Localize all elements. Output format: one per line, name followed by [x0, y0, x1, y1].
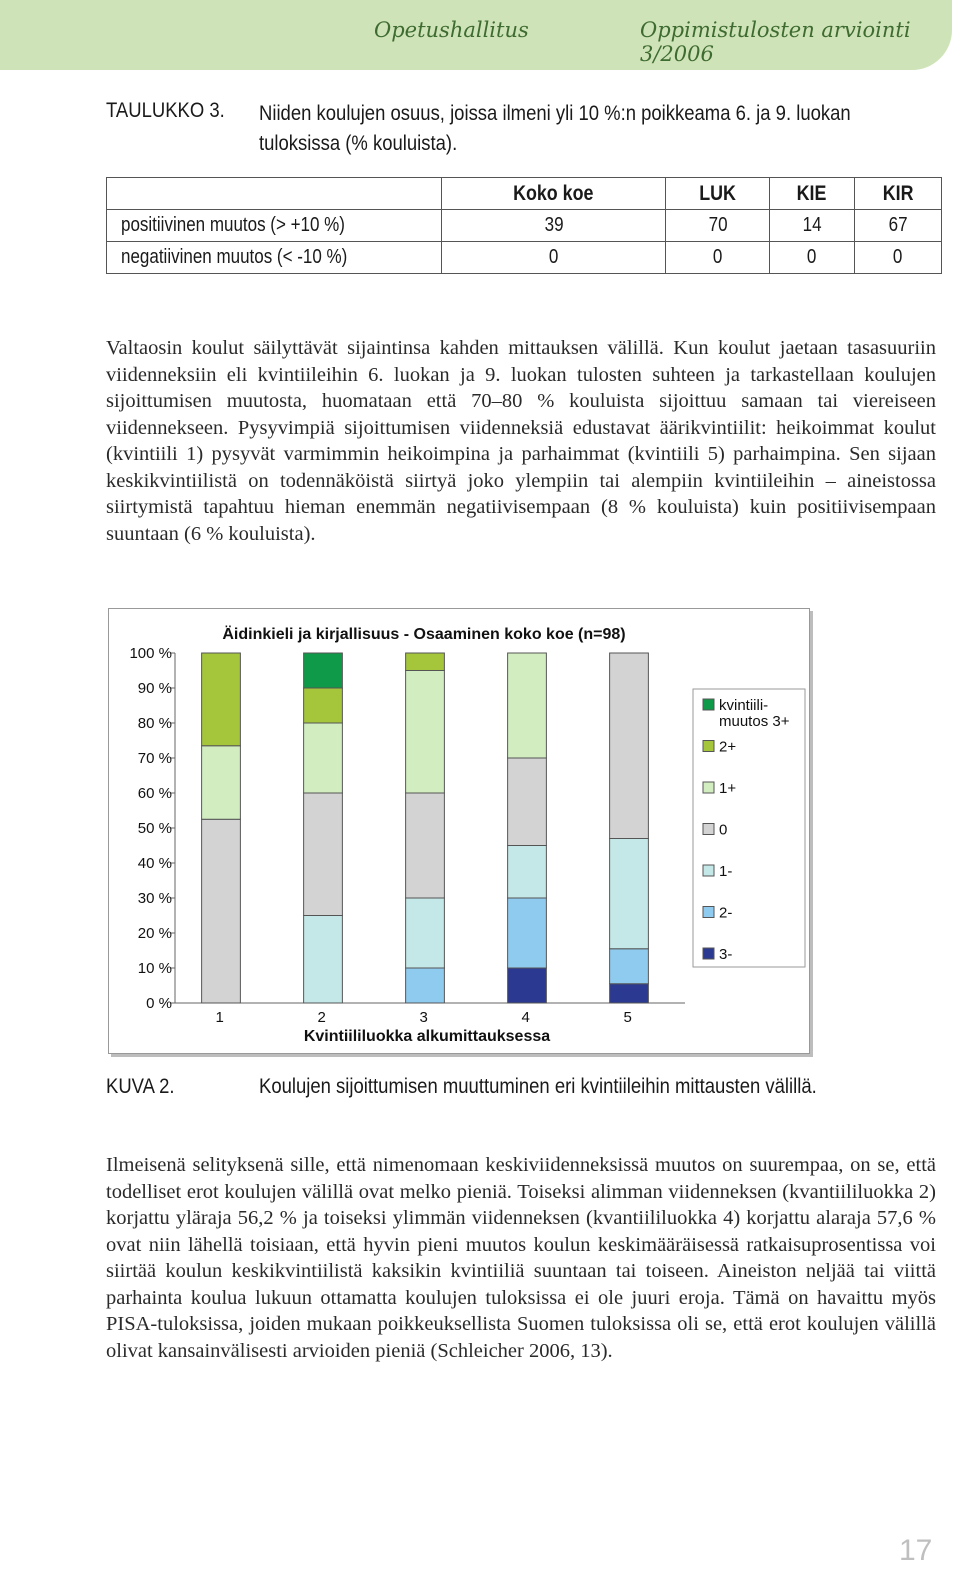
x-tick-label: 2	[317, 1009, 326, 1026]
bar-segment	[406, 793, 445, 898]
bar-segment	[610, 984, 649, 1003]
y-tick-label: 30 %	[137, 890, 172, 907]
bar-segment	[304, 916, 343, 1004]
table-cell: 70	[666, 210, 770, 242]
table-cell: 14	[770, 210, 855, 242]
y-tick-label: 40 %	[137, 855, 172, 872]
x-axis-label: Kvintiililuokka alkumittauksessa	[303, 1028, 551, 1045]
legend-label: 0	[719, 821, 728, 839]
legend-swatch	[703, 865, 714, 876]
table-column-header: Koko koe	[442, 178, 666, 210]
y-tick-label: 50 %	[137, 820, 172, 837]
page-number: 17	[899, 1534, 933, 1567]
bar-segment	[304, 723, 343, 793]
y-tick-label: 10 %	[137, 960, 172, 977]
x-tick-label: 5	[623, 1009, 632, 1026]
table-column-header: KIE	[770, 178, 855, 210]
x-tick-label: 4	[521, 1009, 530, 1026]
publication-series: Oppimistulosten arviointi 3/2006	[640, 18, 911, 66]
bar-segment	[508, 846, 547, 899]
table-header-row	[107, 178, 942, 210]
table-row-label: positiivinen muutos (> +10 %)	[107, 210, 442, 242]
bar-segment	[202, 746, 241, 820]
bar-segment	[610, 839, 649, 949]
y-tick-label: 90 %	[137, 680, 172, 697]
chart-title: Äidinkieli ja kirjallisuus - Osaaminen koko koe (n=98)	[222, 626, 626, 643]
bar-segment	[202, 653, 241, 746]
y-tick-label: 0 %	[146, 995, 172, 1012]
table-column-header: LUK	[666, 178, 770, 210]
y-tick-label: 100 %	[129, 645, 172, 662]
bar-segment	[406, 968, 445, 1003]
y-tick-label: 80 %	[137, 715, 172, 732]
legend-swatch	[703, 948, 714, 959]
bar-segment	[406, 671, 445, 794]
page-header	[0, 0, 952, 70]
table-cell: 0	[770, 242, 855, 274]
legend-title: kvintiili-	[719, 697, 769, 714]
legend-swatch	[703, 782, 714, 793]
table-cell: 0	[854, 242, 941, 274]
legend-label: 3-	[719, 946, 733, 963]
table-row	[107, 210, 942, 242]
results-table	[106, 177, 942, 274]
chart-figure	[108, 608, 810, 1054]
table-cell: 39	[442, 210, 666, 242]
bar-segment	[508, 898, 547, 968]
bar-segment	[304, 688, 343, 723]
stacked-bar-chart	[109, 609, 809, 1053]
table-caption: Niiden koulujen osuus, joissa ilmeni yli 10 %:n poikkeama 6. ja 9. luokan tuloksissa (% kouluista).	[259, 102, 851, 155]
bar-segment	[304, 793, 343, 916]
legend-label: 1+	[719, 780, 737, 797]
bar-segment	[202, 819, 241, 1003]
legend-title: muutos 3+	[719, 713, 790, 730]
legend-swatch	[703, 699, 714, 710]
bar-segment	[508, 653, 547, 758]
body-paragraph: Ilmeisenä selityksenä sille, että nimenomaan keskiviidenneksissä muutos on suurempaa, on se, että todelliset erot koulujen välillä ovat melko pieniä. Toiseksi alimman viidenneksen (kvantiililuokka 2) korjattu yläraja 56,2 % ja toiseksi ylimmän viidenneksen (kvantiililuokka 4) korjattu alaraja 57,6 % ovat niin lähellä toisiaan, että hyvin pieni muutos koulun keskimääräisessä ratkaisuprosentissa voi siirtää koulun keskikvintiilistä kaksikin kvintiiliä suuntaan tai toiseen. Aineiston neljää tai viittä parhainta koulua lukuun ottamatta koulujen tuloksissa ei ole juuri eroja. Tämä on havaittu myös PISA-tuloksissa, joiden mukaan poikkeuksellista Suomen tuloksissa oli se, että erot koulujen välillä olivat kansainvälisesti arvioiden pieniä (Schleicher 2006, 13).	[106, 1154, 936, 1362]
table-label: TAULUKKO 3.	[106, 99, 225, 122]
bar-segment	[406, 898, 445, 968]
bar-segment	[610, 653, 649, 839]
legend-label: 2+	[719, 738, 737, 756]
body-paragraph: Valtaosin koulut säilyttävät sijaintinsa kahden mittauksen välillä. Kun koulut jaetaan tasasuuriin viidenneksiin eli kvintiileihin 6. luokan ja 9. luokan tulosten suhteen ja tarkastellaan koulujen sijoittumisen muutosta, huomataan että 70–80 % kouluista sijoittuu samaan tai viereiseen viidennekseen. Pysyvimpiä sijoittumisen viidenneksiä edustavat äärikvintiilit: heikoimmat koulut (kvintiili 1) pysyvät varmimmin heikoimpina ja parhaimmat (kvintiili 5) parhaimpina. Sen sijaan keskikvintiilistä on todennäköistä siirtyä joko ylempiin tai alempiin kvintiileihin – aineistossa siirtymistä tapahtuu hieman enemmän negatiivisempaan (8 % kouluista) kuin positiivisempaan suuntaan (6 % kouluista).	[106, 337, 936, 545]
table-cell: 67	[854, 210, 941, 242]
bar-segment	[508, 968, 547, 1003]
y-tick-label: 20 %	[137, 925, 172, 942]
bar-segment	[304, 653, 343, 688]
y-tick-label: 60 %	[137, 785, 172, 802]
x-tick-label: 3	[419, 1009, 428, 1026]
legend-label: 2-	[719, 904, 733, 922]
legend-swatch	[703, 824, 714, 835]
publisher-name: Opetushallitus	[374, 18, 529, 42]
table-cell: 0	[666, 242, 770, 274]
legend-label: 1-	[719, 863, 733, 880]
legend-swatch	[703, 741, 714, 752]
bar-segment	[508, 758, 547, 846]
legend-swatch	[703, 907, 714, 918]
figure-label: KUVA 2.	[106, 1075, 175, 1098]
bar-segment	[610, 949, 649, 984]
table-column-header: KIR	[854, 178, 941, 210]
x-tick-label: 1	[215, 1009, 224, 1026]
table-row	[107, 242, 942, 274]
bar-segment	[406, 653, 445, 671]
table-row-label: negatiivinen muutos (< -10 %)	[107, 242, 442, 274]
figure-caption: Koulujen sijoittumisen muuttuminen eri kvintiileihin mittausten välillä.	[259, 1075, 817, 1098]
table-cell: 0	[442, 242, 666, 274]
y-tick-label: 70 %	[137, 750, 172, 767]
table-corner-cell	[107, 178, 442, 210]
